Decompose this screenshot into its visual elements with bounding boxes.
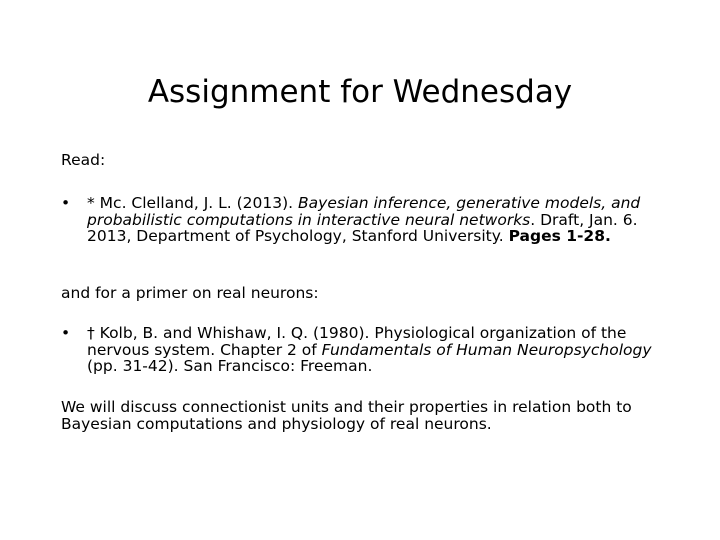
closing-statement: We will discuss connectionist units and their properties in relation both to Bayesian computations and physiology of real neurons. bbox=[61, 398, 632, 433]
read-label: Read: bbox=[61, 151, 106, 169]
primer-label: and for a primer on real neurons: bbox=[61, 284, 319, 302]
citation-1-pages: Pages 1-28. bbox=[508, 227, 611, 245]
citation-1-source: . Draft, Jan. 6. 2013, Department of Psychology, Stanford University. bbox=[87, 210, 638, 245]
citation-2-prefix: † Kolb, B. and Whishaw, I. Q. (1980). Physiological organization of the nervous system. Chapter 2 of bbox=[87, 324, 627, 359]
reading-citation-1 bbox=[87, 195, 671, 245]
bullet-marker: • bbox=[61, 324, 71, 342]
citation-1-title: Bayesian inference, generative models, and probabilistic computations in interactive neural networks bbox=[87, 194, 641, 229]
bullet-marker: • bbox=[61, 194, 71, 212]
reading-citation-2 bbox=[87, 325, 671, 375]
citation-2-book: Fundamentals of Human Neuropsychology bbox=[321, 340, 652, 359]
reading-list-item-2 bbox=[61, 325, 671, 375]
slide-title: Assignment for Wednesday bbox=[147, 74, 573, 110]
citation-2-suffix: (pp. 31-42). San Francisco: Freeman. bbox=[87, 357, 373, 375]
citation-1-authors: * Mc. Clelland, J. L. (2013). bbox=[87, 194, 299, 212]
reading-list-item-1 bbox=[61, 195, 671, 245]
